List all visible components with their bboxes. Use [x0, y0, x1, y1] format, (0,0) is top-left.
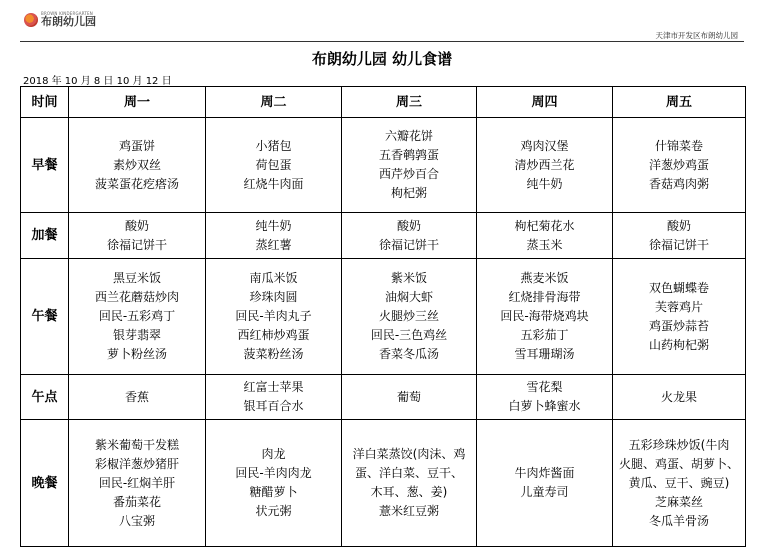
dish: 西兰花蘑菇炒肉: [94, 290, 179, 304]
day-header: 周二: [206, 87, 342, 118]
dish: 徐福记饼干: [378, 237, 439, 252]
dish: 西红柿炒鸡蛋: [237, 328, 310, 342]
dish: 薏米红豆粥: [378, 504, 439, 518]
dish: 鸡蛋饼: [118, 138, 155, 153]
dish: 酸奶: [124, 218, 149, 233]
meal-label: 早餐: [21, 118, 69, 213]
menu-cell: [477, 375, 613, 420]
day-header: 周四: [477, 87, 613, 118]
header-school-name: 天津市开发区布朗幼儿园: [655, 31, 738, 40]
dish: 回民-五彩鸡丁: [98, 309, 176, 323]
meal-row-lunch: [21, 259, 746, 375]
dish: 葡萄: [396, 389, 421, 404]
dish: 纯牛奶: [255, 218, 292, 233]
dish: 红烧牛肉面: [243, 176, 304, 191]
dish: 菠菜蛋花疙瘩汤: [94, 176, 179, 191]
dish: 五彩珍珠炒饭(牛肉: [628, 437, 730, 452]
menu-cell: [342, 259, 477, 375]
dish: 枸杞菊花水: [514, 218, 575, 233]
logo-name: 布朗幼儿园: [41, 15, 96, 28]
dish: 洋白菜蒸饺(肉沫、鸡: [352, 447, 466, 461]
dish: 彩椒洋葱炒猪肝: [94, 456, 179, 471]
dish: 回民-羊肉肉龙: [235, 466, 312, 480]
menu-cell: [206, 118, 342, 213]
dish: 木耳、葱、姜): [370, 485, 448, 499]
meal-label: 晚餐: [21, 420, 69, 547]
kindergarten-logo: [24, 12, 96, 27]
dish: 酸奶: [396, 218, 421, 233]
menu-table: [20, 86, 746, 547]
dish: 油焖大虾: [384, 290, 433, 304]
date-range: 2018 年 10 月 8 日 10 月 12 日: [23, 76, 172, 87]
menu-cell: [69, 118, 206, 213]
dish: 番茄菜花: [112, 494, 161, 509]
menu-cell: [342, 213, 477, 259]
menu-cell: [477, 118, 613, 213]
dish: 素炒双丝: [112, 157, 161, 172]
dish: 牛肉炸酱面: [514, 466, 575, 480]
day-header: 周五: [613, 87, 746, 118]
menu-cell: [206, 375, 342, 420]
dish: 什锦菜卷: [654, 138, 703, 153]
dish: 八宝粥: [118, 513, 155, 528]
menu-cell: [342, 118, 477, 213]
dish: 五香鹌鹑蛋: [378, 148, 439, 162]
menu-cell: [342, 375, 477, 420]
menu-cell: [613, 259, 746, 375]
dish: 香蕉: [124, 389, 149, 404]
dish: 黄瓜、豆干、豌豆): [628, 475, 730, 490]
dish: 银芽翡翠: [112, 328, 161, 342]
dish: 小猪包: [255, 138, 292, 153]
dish: 萝卜粉丝汤: [106, 347, 167, 361]
menu-cell: [613, 213, 746, 259]
dish: 红富士苹果: [243, 380, 304, 394]
dish: 珍珠肉圆: [249, 290, 298, 304]
dish: 紫米饭: [390, 271, 427, 285]
menu-cell: [69, 420, 206, 547]
dish: 徐福记饼干: [106, 237, 167, 252]
dish: 洋葱炒鸡蛋: [648, 157, 709, 172]
logo-emblem-icon: [24, 13, 38, 27]
page-title: 布朗幼儿园 幼儿食谱: [311, 50, 453, 68]
dish: 冬瓜羊骨汤: [648, 513, 709, 528]
dish: 火腿、鸡蛋、胡萝卜、: [618, 456, 739, 471]
dish: 状元粥: [255, 504, 292, 518]
dish: 火龙果: [660, 389, 697, 404]
dish: 回民-三色鸡丝: [370, 328, 448, 342]
dish: 紫米葡萄干发糕: [94, 437, 179, 452]
menu-cell: [477, 213, 613, 259]
dish: 鸡蛋炒蒜苔: [648, 318, 709, 333]
menu-cell: [342, 420, 477, 547]
menu-cell: [613, 375, 746, 420]
meal-label: 午餐: [21, 259, 69, 375]
dish: 银耳百合水: [243, 399, 304, 413]
dish: 芙蓉鸡片: [654, 299, 703, 314]
dish: 南瓜米饭: [249, 271, 298, 285]
dish: 枸杞粥: [390, 186, 427, 200]
dish: 鸡肉汉堡: [520, 138, 569, 153]
menu-cell: [613, 118, 746, 213]
dish: 香菇鸡肉粥: [648, 176, 709, 191]
dish: 芝麻菜丝: [654, 494, 703, 509]
meal-row-dinner: [21, 420, 746, 547]
menu-cell: [69, 375, 206, 420]
dish: 六瓣花饼: [384, 129, 433, 143]
dish: 香菜冬瓜汤: [378, 347, 439, 361]
menu-cell: [477, 420, 613, 547]
day-header: 周一: [69, 87, 206, 118]
dish: 白萝卜蜂蜜水: [508, 399, 581, 413]
day-header: 周三: [342, 87, 477, 118]
logo-text: [41, 12, 96, 27]
dish: 清炒西兰花: [514, 157, 575, 172]
dish: 回民-羊肉丸子: [235, 309, 312, 323]
dish: 山药枸杞粥: [648, 337, 709, 352]
menu-cell: [69, 213, 206, 259]
dish: 西芹炒百合: [378, 167, 439, 181]
dish: 徐福记饼干: [648, 237, 709, 252]
dish: 蒸玉米: [526, 237, 563, 252]
menu-cell: [206, 420, 342, 547]
meal-row-afternoon-snack: [21, 375, 746, 420]
dish: 双色蝴蝶卷: [648, 280, 709, 295]
logo-subtitle: BROWN KINDERGARTEN: [41, 11, 93, 16]
menu-cell: [477, 259, 613, 375]
meal-row-breakfast: [21, 118, 746, 213]
meal-row-snack: [21, 213, 746, 259]
dish: 回民-红焖羊肝: [98, 475, 176, 490]
menu-cell: [206, 213, 342, 259]
dish: 菠菜粉丝汤: [243, 347, 304, 361]
header-row: [21, 87, 746, 118]
dish: 儿童寿司: [520, 485, 569, 499]
dish: 荷包蛋: [255, 157, 292, 172]
dish: 蛋、洋白菜、豆干、: [354, 466, 463, 480]
dish: 五彩茄丁: [520, 328, 569, 342]
dish: 糖醋萝卜: [249, 485, 298, 499]
dish: 雪花梨: [526, 380, 563, 394]
dish: 肉龙: [261, 447, 286, 461]
dish: 酸奶: [666, 218, 691, 233]
meal-label: 午点: [21, 375, 69, 420]
dish: 雪耳珊瑚汤: [514, 347, 575, 361]
dish: 燕麦米饭: [520, 271, 569, 285]
dish: 纯牛奶: [526, 176, 563, 191]
corner-header: 时间: [21, 87, 69, 118]
dish: 黑豆米饭: [112, 271, 161, 285]
dish: 火腿炒三丝: [378, 309, 439, 323]
menu-cell: [206, 259, 342, 375]
menu-cell: [69, 259, 206, 375]
dish: 红烧排骨海带: [508, 290, 581, 304]
menu-cell: [613, 420, 746, 547]
meal-label: 加餐: [21, 213, 69, 259]
dish: 蒸红薯: [255, 237, 292, 252]
dish: 回民-海带烧鸡块: [500, 309, 589, 323]
header-divider: [20, 41, 744, 42]
